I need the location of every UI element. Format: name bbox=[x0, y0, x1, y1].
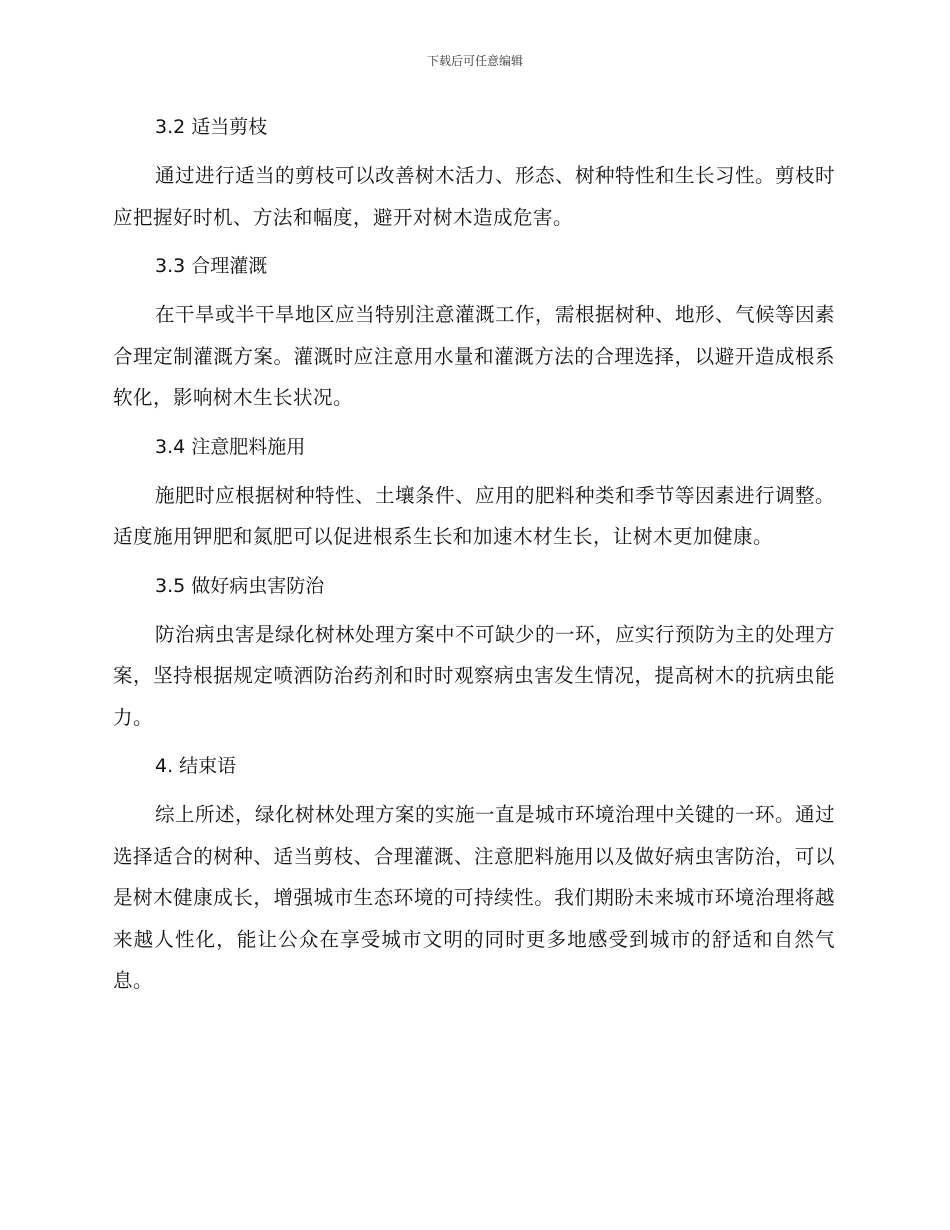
section-paragraph: 在干旱或半干旱地区应当特别注意灌溉工作，需根据树种、地形、气候等因素合理定制灌溉方案。灌溉时应注意用水量和灌溉方法的合理选择，以避开造成根系软化，影响树木生长状况。 bbox=[113, 303, 836, 409]
section-paragraph: 通过进行适当的剪枝可以改善树木活力、形态、树种特性和生长习性。剪枝时应把握好时机、方法和幅度，避开对树木造成危害。 bbox=[113, 164, 836, 229]
section-3-3 bbox=[113, 251, 835, 419]
section-heading: 3.4 注意肥料施用 bbox=[155, 435, 306, 458]
section-3-5 bbox=[113, 571, 835, 739]
section-3-4 bbox=[113, 432, 835, 558]
section-paragraph: 综上所述，绿化树林处理方案的实施一直是城市环境治理中关键的一环。通过选择适合的树种、适当剪枝、合理灌溉、注意肥料施用以及做好病虫害防治，可以是树木健康成长，增强城市生态环境的可持续性。我们期盼未来城市环境治理将越来越人性化，能让公众在享受城市文明的同时更多地感受到城市的舒适和自然气息。 bbox=[113, 803, 836, 992]
section-heading: 3.2 适当剪枝 bbox=[155, 116, 268, 138]
section-3-2 bbox=[113, 112, 835, 238]
section-paragraph: 施肥时应根据树种特性、土壤条件、应用的肥料种类和季节等因素进行调整。适度施用钾肥和氮肥可以促进根系生长和加速木材生长，让树木更加健康。 bbox=[113, 483, 836, 548]
section-paragraph: 防治病虫害是绿化树林处理方案中不可缺少的一环，应实行预防为主的处理方案，坚持根据规定喷洒防治药剂和时时观察病虫害发生情况，提高树木的抗病虫能力。 bbox=[113, 622, 836, 729]
section-heading: 3.3 合理灌溉 bbox=[155, 255, 268, 277]
section-heading: 4. 结束语 bbox=[155, 755, 237, 777]
section-heading: 3.5 做好病虫害防治 bbox=[155, 574, 325, 597]
page-header: 下载后可任意编辑 bbox=[426, 54, 523, 68]
document-body bbox=[113, 112, 835, 1002]
section-4-conclusion bbox=[113, 751, 835, 1002]
